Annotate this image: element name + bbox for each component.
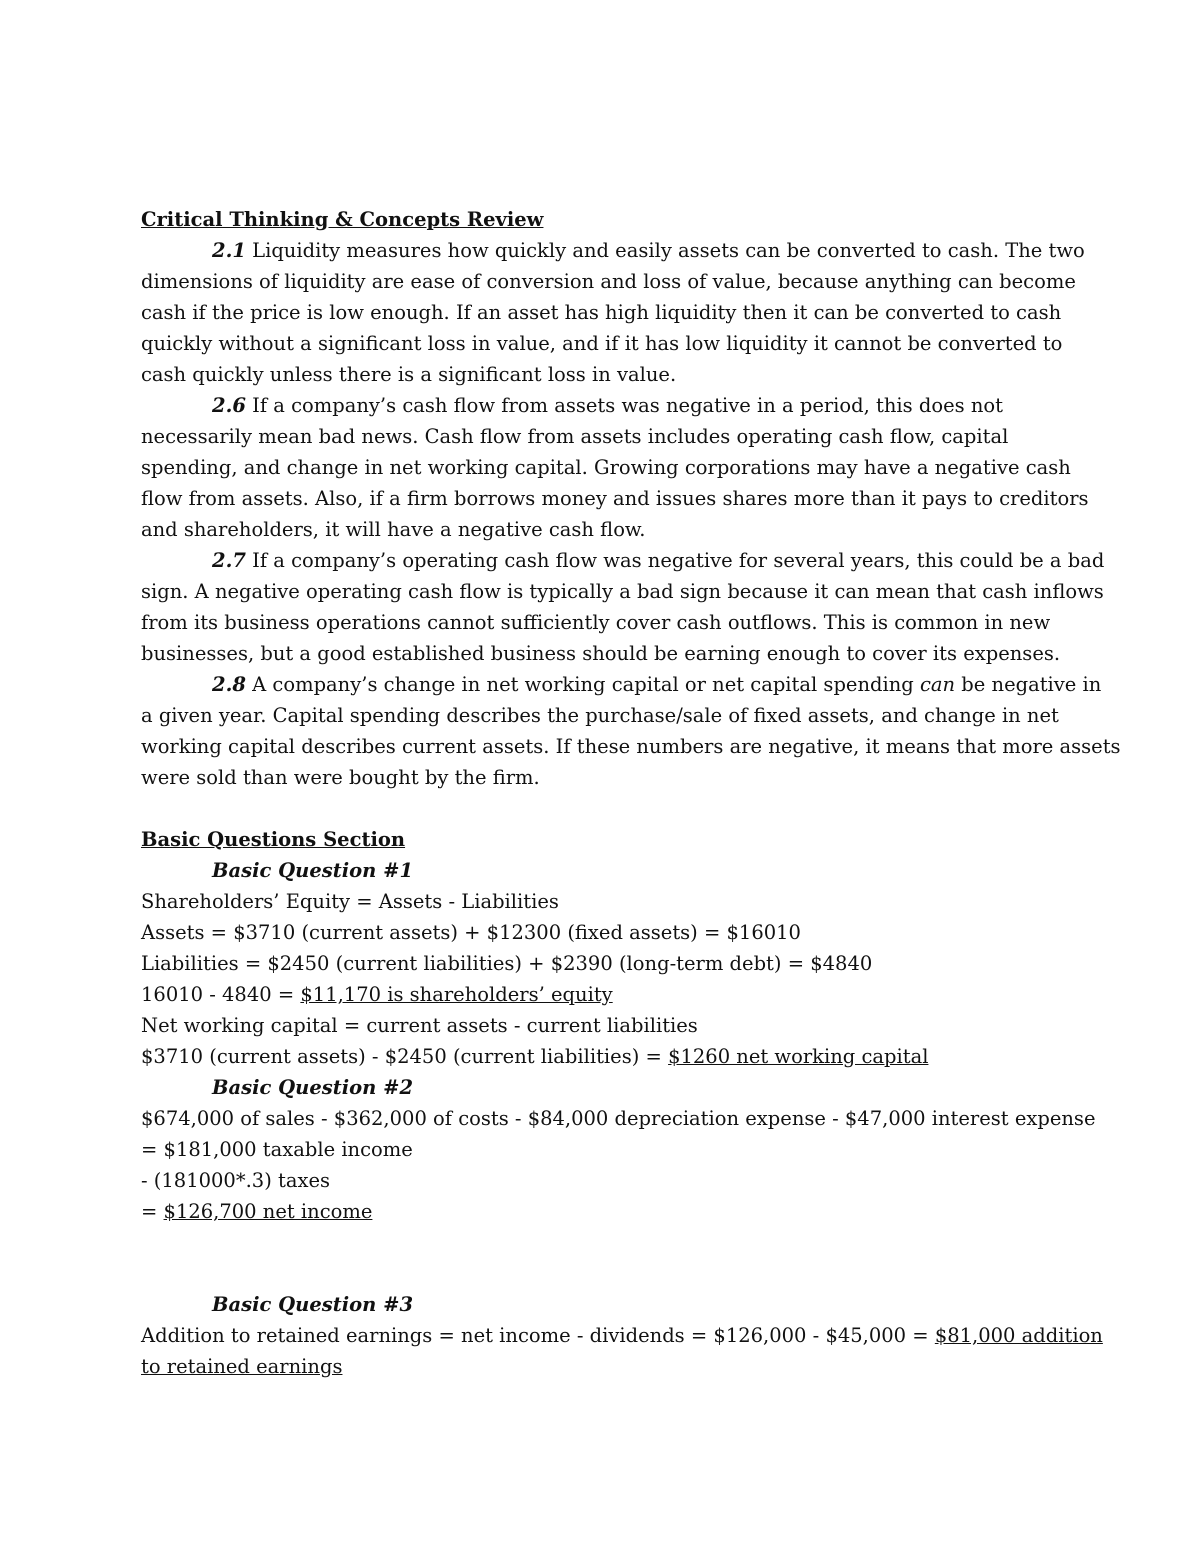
bq2-line-2: = $181,000 taxable income xyxy=(141,1138,413,1161)
answer-2-1-line-1 xyxy=(141,235,1085,266)
basic-question-3-title: Basic Question #3 xyxy=(212,1293,414,1316)
answer-underlined: $81,000 addition xyxy=(934,1324,1103,1347)
bq1-line-5: Net working capital = current assets - current liabilities xyxy=(141,1014,698,1037)
bq1-line-3: Liabilities = $2450 (current liabilities) + $2390 (long-term debt) = $4840 xyxy=(141,952,873,975)
question-number: 2.6 xyxy=(212,394,246,417)
answer-underlined: $1260 net working capital xyxy=(668,1045,929,1068)
bq1-line-6 xyxy=(141,1041,1071,1072)
calc-text: = xyxy=(141,1200,164,1223)
spacer xyxy=(141,1227,1071,1289)
answer-2-8-line-1 xyxy=(141,669,1102,700)
calc-text: 16010 - 4840 = xyxy=(141,983,301,1006)
basic-question-2-title: Basic Question #2 xyxy=(212,1076,414,1099)
bq2-line-4 xyxy=(141,1196,1071,1227)
answer-2-8-line-4: were sold than were bought by the firm. xyxy=(141,766,540,789)
answer-2-1-line-2: dimensions of liquidity are ease of conversion and loss of value, because anything can become xyxy=(141,270,1076,293)
answer-2-7-line-4: businesses, but a good established business should be earning enough to cover its expenses. xyxy=(141,642,1061,665)
answer-2-1-line-4: quickly without a significant loss in value, and if it has low liquidity it cannot be converted to xyxy=(141,332,1063,355)
bq2-line-1: $674,000 of sales - $362,000 of costs - $84,000 depreciation expense - $47,000 interest expense xyxy=(141,1107,1096,1130)
section-heading-basic-questions: Basic Questions Section xyxy=(141,828,406,851)
answer-2-6-line-5: and shareholders, it will have a negative cash flow. xyxy=(141,518,646,541)
answer-underlined: $11,170 is shareholders’ equity xyxy=(300,983,613,1006)
basic-question-1-title: Basic Question #1 xyxy=(212,859,414,882)
answer-underlined: to retained earnings xyxy=(141,1355,343,1378)
answer-text: If a company’s operating cash flow was negative for several years, this could be a bad xyxy=(245,549,1105,572)
answer-2-7-line-3: from its business operations cannot sufficiently cover cash outflows. This is common in new xyxy=(141,611,1051,634)
question-number: 2.7 xyxy=(212,549,246,572)
answer-2-6-line-2: necessarily mean bad news. Cash flow from assets includes operating cash flow, capital xyxy=(141,425,1009,448)
document-page xyxy=(141,204,1121,1382)
answer-text: If a company’s cash flow from assets was negative in a period, this does not xyxy=(245,394,1003,417)
answer-2-1-line-5: cash quickly unless there is a significant loss in value. xyxy=(141,363,677,386)
calc-text: $3710 (current assets) - $2450 (current liabilities) = xyxy=(141,1045,669,1068)
answer-2-1-line-3: cash if the price is low enough. If an asset has high liquidity then it can be converted to cash xyxy=(141,301,1062,324)
bq1-line-1: Shareholders’ Equity = Assets - Liabilities xyxy=(141,890,559,913)
answer-2-6-line-1 xyxy=(141,390,1071,421)
bq1-line-4 xyxy=(141,979,1071,1010)
question-number: 2.8 xyxy=(212,673,246,696)
answer-text: Liquidity measures how quickly and easily assets can be converted to cash. The two xyxy=(245,239,1085,262)
bq1-line-2: Assets = $3710 (current assets) + $12300 (fixed assets) = $16010 xyxy=(141,921,801,944)
answer-text: be negative in xyxy=(955,673,1102,696)
answer-2-6-line-3: spending, and change in net working capital. Growing corporations may have a negative cash xyxy=(141,456,1071,479)
bq3-line-1 xyxy=(141,1320,1103,1351)
answer-2-8-line-3: working capital describes current assets. If these numbers are negative, it means that more assets xyxy=(141,735,1121,758)
answer-2-7-line-1 xyxy=(141,545,1105,576)
answer-2-8-line-2: a given year. Capital spending describes the purchase/sale of fixed assets, and change in net xyxy=(141,704,1059,727)
section-heading-critical-thinking: Critical Thinking & Concepts Review xyxy=(141,208,544,231)
answer-underlined: $126,700 net income xyxy=(163,1200,373,1223)
emphasis-text: can xyxy=(919,673,956,696)
answer-2-6-line-4: flow from assets. Also, if a firm borrows money and issues shares more than it pays to creditors xyxy=(141,487,1089,510)
bq2-line-3: - (181000*.3) taxes xyxy=(141,1169,331,1192)
answer-2-7-line-2: sign. A negative operating cash flow is typically a bad sign because it can mean that cash inflows xyxy=(141,580,1104,603)
answer-text: A company’s change in net working capital or net capital spending xyxy=(245,673,920,696)
spacer xyxy=(141,793,1071,824)
bq3-line-2 xyxy=(141,1351,1071,1382)
question-number: 2.1 xyxy=(212,239,246,262)
calc-text: Addition to retained earnings = net income - dividends = $126,000 - $45,000 = xyxy=(141,1324,935,1347)
